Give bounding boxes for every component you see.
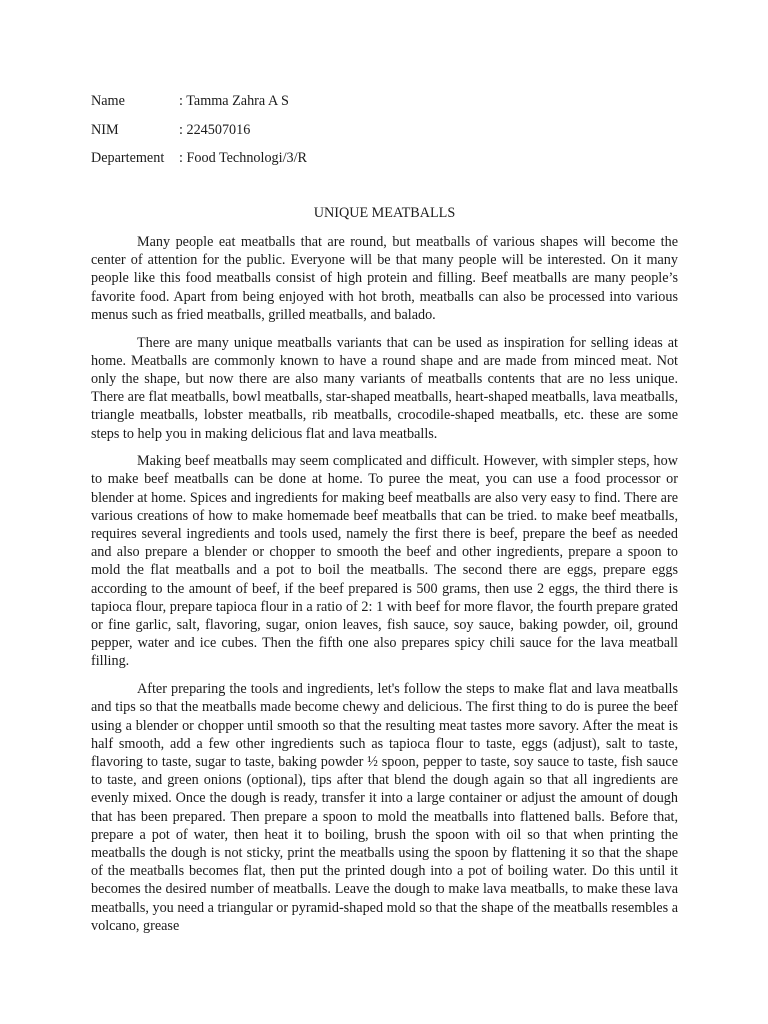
name-label: Name (91, 93, 125, 109)
paragraph-3: Making beef meatballs may seem complicated and difficult. However, with simpler steps, how to make beef meatballs can be done at home. To puree the meat, you can use a food processor or blender at home. Spices and ingredients for making beef meatballs are also very easy to find. There are various creations of how to make homemade beef meatballs that can be tried. to make beef meatballs, requires several ingredients and tools used, namely the first there is beef, prepare the beef as needed and also prepare a blender or chopper to smooth the beef and other ingredients, prepare a spoon to mold the flat meatballs and a pot to boil the meatballs. The second there are eggs, prepare eggs according to the amount of beef, if the beef prepared is 500 grams, then use 2 eggs, the third there is tapioca flour, prepare tapioca flour in a ratio of 2: 1 with beef for more flavor, the fourth prepare grated or fine garlic, salt, flavoring, sugar, onion leaves, fish sauce, soy sauce, baking powder, oil, ground pepper, water and ice cubes. Then the fifth one also prepares spicy chili sauce for the lava meatball filling. (91, 453, 678, 670)
department-label: Departement (91, 150, 165, 166)
nim-value: : 224507016 (179, 121, 251, 138)
name-row (91, 92, 691, 121)
paragraph-1: Many people eat meatballs that are round, but meatballs of various shapes will become the center of attention for the public. Everyone will be that many people will be interested. On it many people like this food meatballs consist of high protein and filling. Beef meatballs are many people’s favorite food. Apart from being enjoyed with hot broth, meatballs can also be processed into various menus such as fried meatballs, grilled meatballs, and balado. (91, 234, 678, 323)
nim-label: NIM (91, 121, 119, 138)
paragraph-4: After preparing the tools and ingredients, let's follow the steps to make flat and lava meatballs and tips so that the meatballs made become chewy and delicious. The first thing to do is puree the beef using a blender or chopper until smooth so that the resulting meat tastes more savory. After the meat is half smooth, add a few other ingredients such as tapioca flour to taste, eggs (adjust), salt to taste, flavoring to taste, sugar to taste, baking powder ½ spoon, pepper to taste, soy sauce to taste, fish sauce to taste, and green onions (optional), tips after that blend the dough again so that all ingredients are evenly mixed. Once the dough is ready, transfer it into a large container or adjust the amount of dough that has been prepared. Then prepare a spoon to mold the meatballs into flattened balls. Before that, prepare a pot of water, then heat it to boiling, brush the spoon with oil so that when printing the meatballs the dough is not sticky, print the meatballs using the spoon by flattening it so that the shape of the meatballs becomes flat, then put the printed dough into a pot of boiling water. Do this until it becomes the desired number of meatballs. Leave the dough to make lava meatballs, to make these lava meatballs, you need a triangular or pyramid-shaped mold so that the shape of the meatballs resembles a volcano, grease (91, 681, 678, 934)
department-row (91, 149, 691, 178)
document-body (91, 233, 678, 935)
student-info (91, 92, 691, 178)
department-value: : Food Technologi/3/R (179, 150, 308, 166)
paragraph-2: There are many unique meatballs variants that can be used as inspiration for selling ideas at home. Meatballs are commonly known to have a round shape and are made from minced meat. Not only the shape, but now there are also many variants of meatballs contents that are no less unique. There are flat meatballs, bowl meatballs, star-shaped meatballs, heart-shaped meatballs, lava meatballs, triangle meatballs, lobster meatballs, rib meatballs, crocodile-shaped meatballs, etc. these are some steps to help you in making delicious flat and lava meatballs. (91, 334, 678, 442)
nim-row (91, 121, 691, 150)
name-value: : Tamma Zahra A S (179, 93, 289, 109)
document-title: UNIQUE MEATBALLS (313, 205, 456, 221)
